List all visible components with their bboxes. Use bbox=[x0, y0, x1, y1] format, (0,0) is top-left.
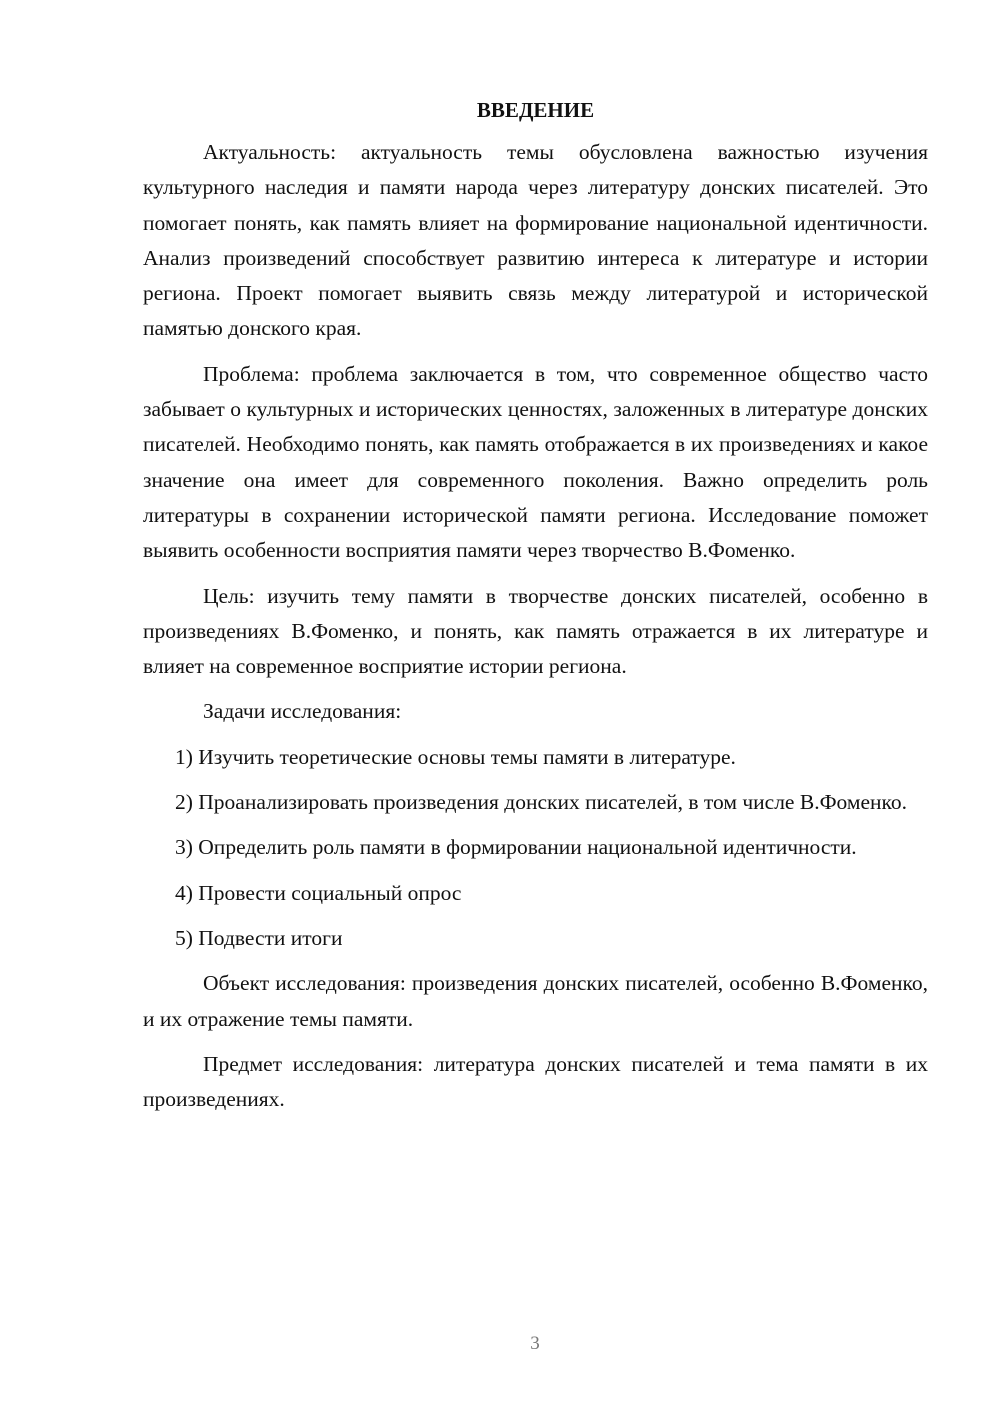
task-item: 2) Проанализировать произведения донских писателей, в том числе В.Фоменко. bbox=[175, 790, 908, 815]
task-item: 3) Определить роль памяти в формировании национальной идентичности. bbox=[175, 835, 857, 860]
page-title: ВВЕДЕНИЕ bbox=[476, 98, 595, 122]
tasks-heading: Задачи исследования: bbox=[203, 699, 402, 724]
task-item: 1) Изучить теоретические основы темы памяти в литературе. bbox=[175, 744, 736, 769]
page-number: 3 bbox=[530, 1333, 540, 1354]
problem-paragraph: Проблема: проблема заключается в том, что современное общество часто забывает о культурных и исторических ценностях, заложенных в литературе донских писателей. Необходимо понять, как память отображается в их произведениях и какое значение она имеет для современного поколения. Важно определить роль литературы в сохранении исторической памяти региона. Исследование поможет выявить особенности восприятия памяти через творчество В.Фоменко. bbox=[143, 361, 928, 563]
document-page bbox=[143, 95, 928, 1127]
task-item: 4) Провести социальный опрос bbox=[175, 880, 462, 905]
goal-paragraph: Цель: изучить тему памяти в творчестве донских писателей, особенно в произведениях В.Фоменко, и понять, как память отражается в их литературе и влияет на современное восприятие истории региона. bbox=[143, 583, 928, 679]
subject-paragraph: Предмет исследования: литература донских писателей и тема памяти в их произведениях. bbox=[143, 1051, 928, 1112]
object-paragraph: Объект исследования: произведения донских писателей, особенно В.Фоменко, и их отражение темы памяти. bbox=[143, 971, 928, 1031]
relevance-paragraph: Актуальность: актуальность темы обусловлена важностью изучения культурного наследия и памяти народа через литературу донских писателей. Это помогает понять, как память влияет на формирование национальной идентичности. Анализ произведений способствует развитию интереса к литературе и истории региона. Проект помогает выявить связь между литературой и исторической памятью донского края. bbox=[143, 140, 928, 341]
task-item: 5) Подвести итоги bbox=[175, 925, 343, 950]
